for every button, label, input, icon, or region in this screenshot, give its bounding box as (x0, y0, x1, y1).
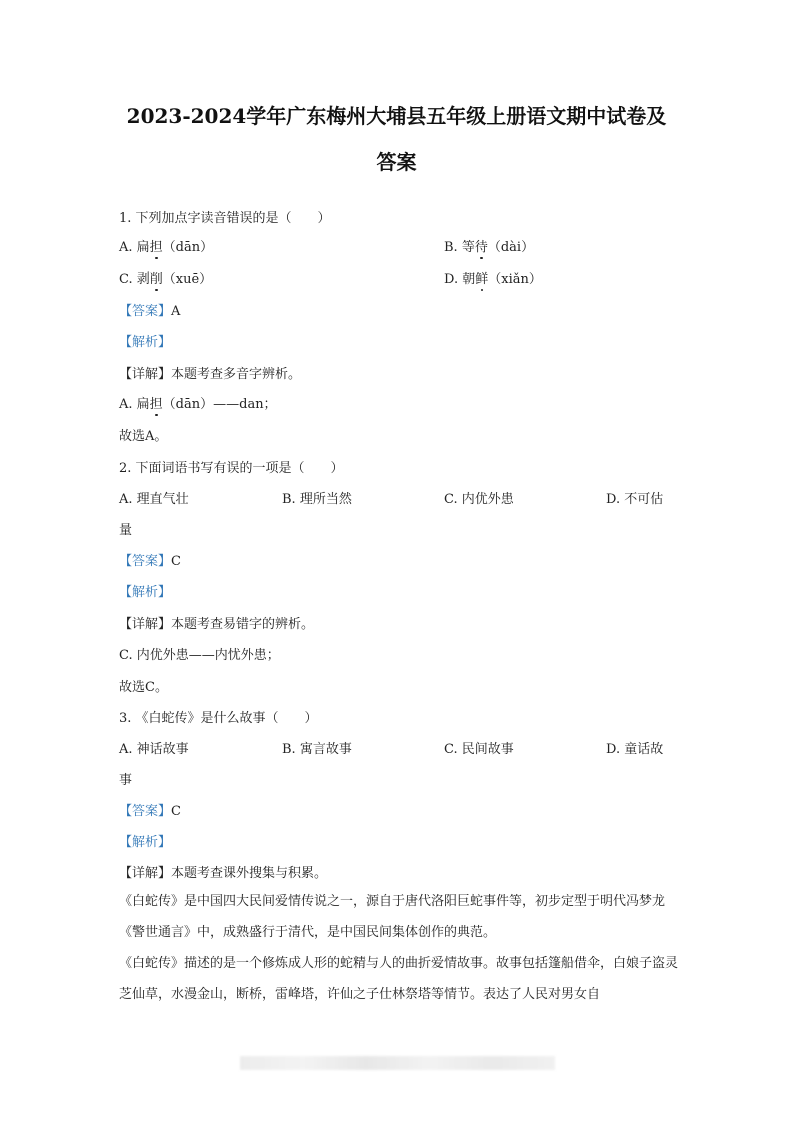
q1-conclusion: 故选A。 (119, 429, 168, 444)
q3-option-d-wrap: 事 (119, 773, 133, 788)
q2-explanation-line: C. 内优外患——内忧外患； (119, 648, 280, 663)
q1-answer: 【答案】A (119, 304, 181, 319)
q2-stem: 2. 下面词语书写有误的一项是（ ） (119, 461, 344, 476)
q3-stem: 3. 《白蛇传》是什么故事（ ） (119, 711, 318, 726)
q1-stem: 1. 下列加点字读音错误的是（ ） (119, 211, 331, 226)
q1-detail: 【详解】本题考查多音字辨析。 (119, 367, 302, 382)
answer-tag: 【答案】 (119, 804, 172, 819)
q1-option-d: D. 朝鲜（xiǎn） (444, 268, 542, 287)
detail-tag: 【详解】 (119, 617, 172, 632)
q2-option-d-wrap: 量 (119, 523, 133, 538)
q3-paragraph-1: 《白蛇传》是中国四大民间爱情传说之一，源自于唐代洛阳巨蛇事件等，初步定型于明代冯梦龙《警世通言》中，成熟盛行于清代，是中国民间集体创作的典范。 (119, 894, 666, 940)
q2-option-d: D. 不可估 (606, 492, 664, 507)
q3-option-b: B. 寓言故事 (282, 742, 352, 757)
q2-answer: 【答案】C (119, 554, 181, 569)
q2-conclusion: 故选C。 (119, 680, 168, 695)
q2-analysis-tag: 【解析】 (119, 585, 172, 600)
q2-option-b: B. 理所当然 (282, 492, 352, 507)
q3-detail: 【详解】本题考查课外搜集与积累。 (119, 866, 328, 881)
q3-analysis-tag: 【解析】 (119, 835, 172, 850)
document-title-line-2: 答案 (376, 150, 417, 174)
answer-tag: 【答案】 (119, 554, 172, 569)
q3-option-c: C. 民间故事 (444, 742, 514, 757)
document-title-line-1: 2023-2024学年广东梅州大埔县五年级上册语文期中试卷及 (126, 104, 667, 128)
q3-option-d: D. 童话故 (606, 742, 664, 757)
q1-option-c: C. 剥削（xuē） (119, 268, 212, 287)
detail-tag: 【详解】 (119, 367, 172, 382)
answer-tag: 【答案】 (119, 304, 172, 319)
q1-option-b: B. 等待（dài） (444, 236, 534, 255)
q1-explanation-line: A. 扁担（dān）——dan； (119, 393, 277, 412)
q1-option-a-dotted-char: 担 (150, 236, 163, 255)
blurred-footer-watermark (240, 1056, 555, 1070)
q1-option-a: A. 扁担（dān） (119, 236, 213, 255)
q3-answer: 【答案】C (119, 804, 181, 819)
q1-option-b-dotted-char: 待 (475, 236, 488, 255)
q3-option-a: A. 神话故事 (119, 742, 189, 757)
q3-paragraph-2: 《白蛇传》描述的是一个修炼成人形的蛇精与人的曲折爱情故事。故事包括篷船借伞，白娘子盗灵芝仙草，水漫金山，断桥，雷峰塔，许仙之子仕林祭塔等情节。表达了人民对男女自 (119, 956, 679, 1002)
q1-option-d-dotted-char: 鲜 (475, 268, 488, 287)
q2-option-c: C. 内优外患 (444, 492, 514, 507)
q2-detail: 【详解】本题考查易错字的辨析。 (119, 617, 315, 632)
detail-tag: 【详解】 (119, 866, 172, 881)
q2-option-a: A. 理直气壮 (119, 492, 189, 507)
q1-option-c-dotted-char: 削 (150, 268, 163, 287)
q1-analysis-tag: 【解析】 (119, 335, 172, 350)
